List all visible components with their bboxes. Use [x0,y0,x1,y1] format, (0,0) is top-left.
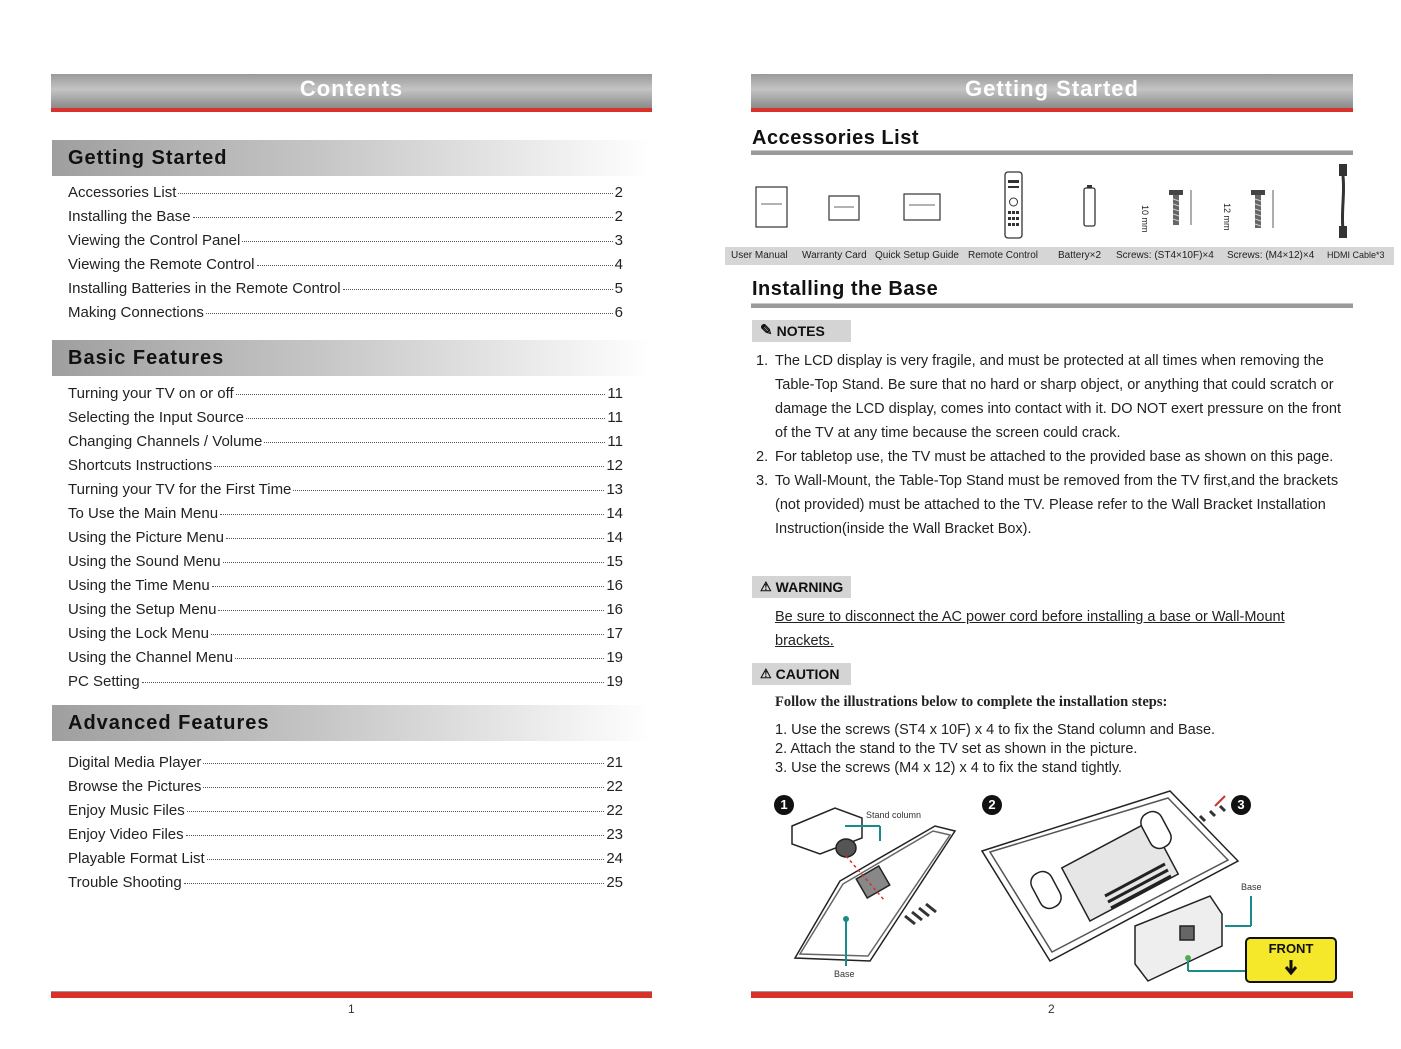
card-icon [829,196,859,220]
stand-column-label: Stand column [866,810,922,820]
toc-entry[interactable]: Shortcuts Instructions 12 [68,457,623,474]
step-item: 3. Use the screws (M4 x 12) x 4 to fix the stand tightly. [775,760,1123,776]
toc-entry[interactable]: To Use the Main Menu 14 [68,505,623,522]
base-label: Base [1241,882,1262,892]
screw-icon [1169,190,1191,225]
toc-entry[interactable]: Installing Batteries in the Remote Control 5 [68,280,623,297]
toc-entry[interactable]: Trouble Shooting 25 [68,874,623,891]
base-label: Base [834,969,855,979]
toc-entry[interactable]: Using the Sound Menu 15 [68,553,623,570]
toc-entry[interactable]: Accessories List 2 [68,184,623,201]
footer-rule-right [751,991,1353,998]
edit-note-icon: ✎ [760,322,773,339]
note-item: 3. To Wall-Mount, the Table-Top Stand must be removed from the TV first,and the brackets (not provided) must be attached to the TV. Please refer to the Wall Bracket Installation Instruction(inside the Wall Bracket Box). [756,473,1339,537]
caution-tag: ⚠ CAUTION [752,663,851,685]
accessory-label: Remote Control [968,250,1039,261]
install-steps [775,721,1215,778]
marker-label: 3 [1237,797,1245,812]
accessory-label: Quick Setup Guide [875,250,959,261]
toc-getting-started [68,184,623,328]
toc-entry[interactable]: Making Connections 6 [68,304,623,321]
accessory-label: User Manual [731,250,788,261]
accessories-heading: Accessories List [752,127,919,149]
toc-entry[interactable]: Playable Format List 24 [68,850,623,867]
section-getting-started: Getting Started [52,140,652,176]
step-item: 2. Attach the stand to the TV set as shown in the picture. [775,741,1138,757]
toc-entry[interactable]: Viewing the Control Panel 3 [68,232,623,249]
toc-entry[interactable]: Using the Channel Menu 19 [68,649,623,666]
toc-entry[interactable]: Installing the Base 2 [68,208,623,225]
marker-label: 1 [780,797,788,812]
caution-icon: ⚠ [760,666,772,681]
install-heading: Installing the Base [752,278,939,300]
page-number-left: 1 [348,1002,355,1016]
page-number-right: 2 [1048,1002,1055,1016]
screw-dim-label: 10 mm [1140,205,1150,233]
remote-icon [1005,172,1022,238]
screw-dim-label: 12 mm [1222,203,1232,231]
accessory-label: HDMI Cable*3 [1327,250,1385,260]
cable-icon [1339,164,1347,238]
tv-back-drawing [982,791,1238,981]
toc-entry[interactable]: Digital Media Player 21 [68,754,623,771]
step-item: 1. Use the screws (ST4 x 10F) x 4 to fix the Stand column and Base. [775,722,1216,738]
toc-entry[interactable]: Using the Picture Menu 14 [68,529,623,546]
toc-entry[interactable]: Turning your TV for the First Time 13 [68,481,623,498]
toc-basic-features [68,385,623,697]
section-basic-features: Basic Features [52,340,652,376]
note-item: 2. For tabletop use, the TV must be attached to the provided base as shown on this page. [756,449,1334,465]
toc-entry[interactable]: Selecting the Input Source 11 [68,409,623,426]
installation-illustration [770,786,1350,988]
footer-rule-left [51,991,652,998]
guide-icon [904,194,940,220]
install-rule [751,303,1353,308]
battery-icon [1084,185,1095,226]
toc-entry[interactable]: Changing Channels / Volume 11 [68,433,623,450]
warning-text: Be sure to disconnect the AC power cord before installing a base or Wall-Mount brackets. [775,609,1285,649]
toc-entry[interactable]: Enjoy Video Files 23 [68,826,623,843]
warning-tag: ⚠ WARNING [752,576,851,598]
accessory-label: Battery×2 [1058,250,1102,261]
toc-entry[interactable]: Turning your TV on or off 11 [68,385,623,402]
accessory-label: Screws: (M4×12)×4 [1227,250,1315,261]
toc-entry[interactable]: Browse the Pictures 22 [68,778,623,795]
contents-banner: Contents [51,74,652,112]
getting-started-banner: Getting Started [751,74,1353,112]
toc-entry[interactable]: Enjoy Music Files 22 [68,802,623,819]
notes-list [756,349,1356,541]
toc-entry[interactable]: Viewing the Remote Control 4 [68,256,623,273]
toc-entry[interactable]: Using the Time Menu 16 [68,577,623,594]
toc-entry[interactable]: PC Setting 19 [68,673,623,690]
toc-entry[interactable]: Using the Setup Menu 16 [68,601,623,618]
caution-heading: Follow the illustrations below to complete the installation steps: [775,694,1168,710]
accessory-label: Warranty Card [802,250,867,261]
note-item: 1. The LCD display is very fragile, and must be protected at all times when removing the Table-Top Stand. Be sure that no hard or sharp object, or anything that could scratch or damage the LCD display, comes into contact with it. DO NOT exert pressure on the front of the TV at any time because the screen could crack. [756,353,1342,441]
notes-tag: ✎ NOTES [752,320,851,342]
screw-icon [1251,190,1273,228]
accessories-rule [751,150,1353,155]
toc-entry[interactable]: Using the Lock Menu 17 [68,625,623,642]
warning-icon: ⚠ [760,579,772,594]
stand-base-drawing [792,808,955,961]
section-advanced-features: Advanced Features [52,705,652,741]
manual-icon [756,187,787,227]
front-label: FRONT [1268,941,1314,956]
accessories-illustrations [725,160,1395,248]
toc-advanced-features [68,754,623,898]
accessory-label: Screws: (ST4×10F)×4 [1116,250,1214,261]
marker-label: 2 [988,797,996,812]
